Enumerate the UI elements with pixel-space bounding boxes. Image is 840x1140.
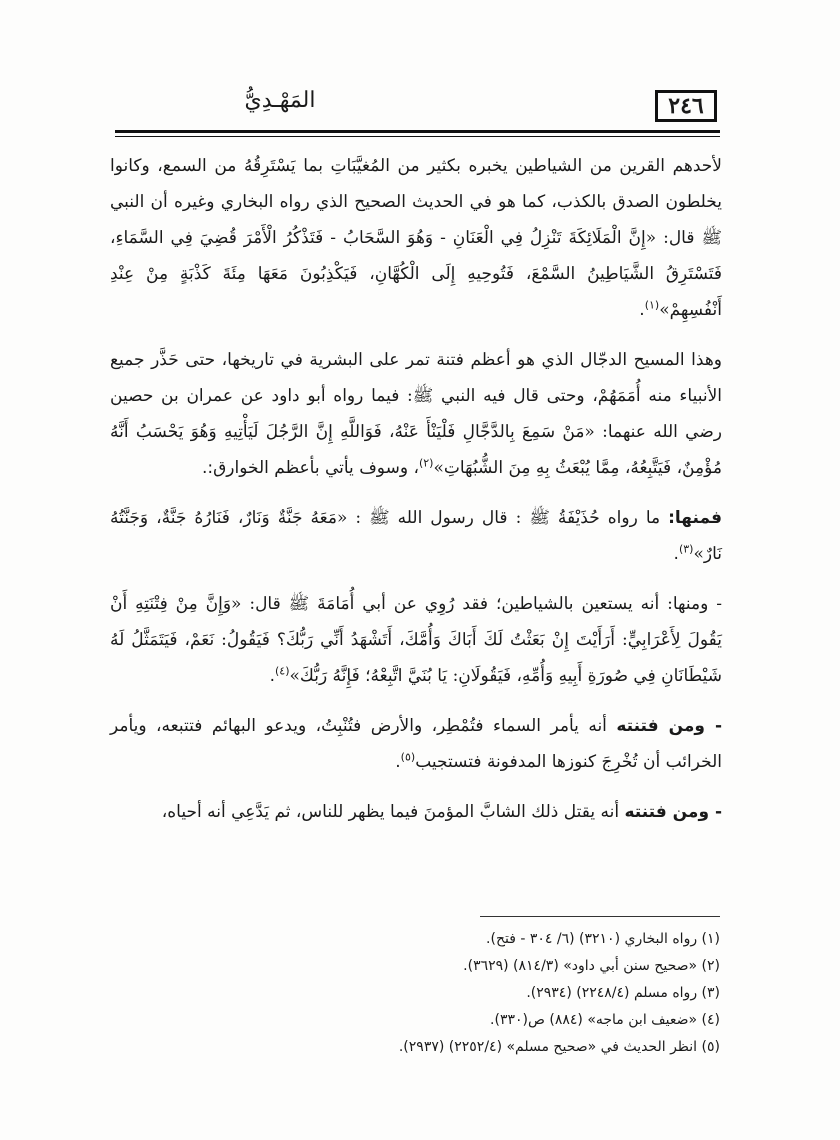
footnote-ref: (١): [644, 298, 660, 312]
page-number-box: [655, 90, 717, 122]
page-number: ٢٤٦: [668, 93, 704, 119]
footnote-3: (٣) رواه مسلم (٢٢٤٨/٤) (٢٩٣٤).: [526, 985, 720, 1001]
header-rule-thick: [115, 130, 720, 133]
footnote-5: (٥) انظر الحديث في «صحيح مسلم» (٢٢٥٢/٤) (٢٩٣٧).: [398, 1039, 720, 1055]
footnotes: [300, 926, 720, 1061]
paragraph-1: لأحدهم القرين من الشياطين يخبره بكثير من المُغيَّبَاتِ بما يَسْتَرِقُهُ من السمع، وكانوا يخلطون الصدق بالكذب، كما هو في الحديث الصحيح الذي رواه البخاري وغيره أن النبي ﷺ قال: «إِنَّ الْمَلَائِكَةَ تَنْزِلُ فِي الْعَنَانِ - وَهُوَ السَّحَابُ - فَتَذْكُرُ الْأَمْرَ قُضِيَ فِي السَّمَاءِ، فَتَسْتَرِقُ الشَّيَاطِينُ السَّمْعَ، فَتُوحِيهِ إِلَى الْكُهَّانِ، فَيَكْذِبُونَ مَعَهَا مِئَةَ كَذْبَةٍ مِنْ عِنْدِ أَنْفُسِهِمْ»$^{(١)}$.: [110, 156, 722, 320]
footnote-ref: (٣): [678, 542, 694, 556]
footnote-ref: (٥): [400, 750, 416, 764]
footnote-4: (٤) «ضعيف ابن ماجه» (٨٨٤) ص(٣٣٠).: [490, 1012, 720, 1028]
footnote-2: (٢) «صحيح سنن أبي داود» (٨١٤/٣) (٣٦٢٩).: [463, 958, 720, 974]
running-title: المَهْـدِيُّ: [244, 88, 316, 113]
footnote-ref: (٢): [418, 456, 434, 470]
paragraph-6: - ومن فتنته أنه يقتل ذلك الشابَّ المؤمنَ فيما يظهر للناس، ثم يَدَّعِي أنه أحياه،: [161, 802, 722, 822]
paragraph-3: فمنها: ما رواه حُذَيْفَةُ ﷺ : قال رسول الله ﷺ : «مَعَهُ جَنَّةٌ وَنَارٌ، فَنَارُهُ جَنَّةٌ، وَجَنَّتُهُ نَارٌ»$^{(٣)}$.: [110, 508, 722, 564]
footnote-separator: [480, 916, 720, 917]
paragraph-4: - ومنها: أنه يستعين بالشياطين؛ فقد رُوِي عن أبي أُمَامَةَ ﷺ قال: «وَإِنَّ مِنْ فِتْنَتِهِ أَنْ يَقُولَ لِأَعْرَابِيٍّ: أَرَأَيْتَ إِنْ بَعَثْتُ لَكَ أَبَاكَ وَأُمَّكَ، أَتَشْهَدُ أَنِّي رَبُّكَ؟ فَيَقُولُ: نَعَمْ، فَيَتَمَثَّلُ لَهُ شَيْطَانَانِ فِي صُورَةِ أَبِيهِ وَأُمِّهِ، فَيَقُولَانِ: يَا بُنَيَّ اتَّبِعْهُ؛ فَإِنَّهُ رَبُّكَ»$^{(٤)}$.: [110, 594, 722, 686]
paragraph-5: - ومن فتنته أنه يأمر السماء فتُمْطِر، والأرض فتُنْبِتُ، ويدعو البهائم فتتبعه، ويأمر الخرائب أن تُخْرِجَ كنوزها المدفونة فتستجيب$^{(٥)}$.: [110, 716, 722, 772]
header-rule-thin: [115, 136, 720, 137]
page-header: [100, 82, 720, 128]
main-text: [110, 148, 722, 844]
footnote-ref: (٤): [274, 664, 290, 678]
paragraph-2: وهذا المسيح الدجّال الذي هو أعظم فتنة تمر على البشرية في تاريخها، حتى حَذَّر جميع الأنبياء منه أُمَمَهُمْ، وحتى قال فيه النبي ﷺ: فيما رواه أبو داود عن عمران بن حصين رضي الله عنهما: «مَنْ سَمِعَ بِالدَّجَّالِ فَلْيَنْأَ عَنْهُ، فَوَاللَّهِ إِنَّ الرَّجُلَ لَيَأْتِيهِ وَهُوَ يَحْسَبُ أَنَّهُ مُؤْمِنٌ، فَيَتَّبِعُهُ، مِمَّا يُبْعَثُ بِهِ مِنَ الشُّبُهَاتِ»$^{(٢)}$، وسوف يأتي بأعظم الخوارق:.: [110, 350, 722, 478]
footnote-1: (١) رواه البخاري (٣٢١٠) (٦/ ٣٠٤ - فتح).: [486, 931, 720, 947]
